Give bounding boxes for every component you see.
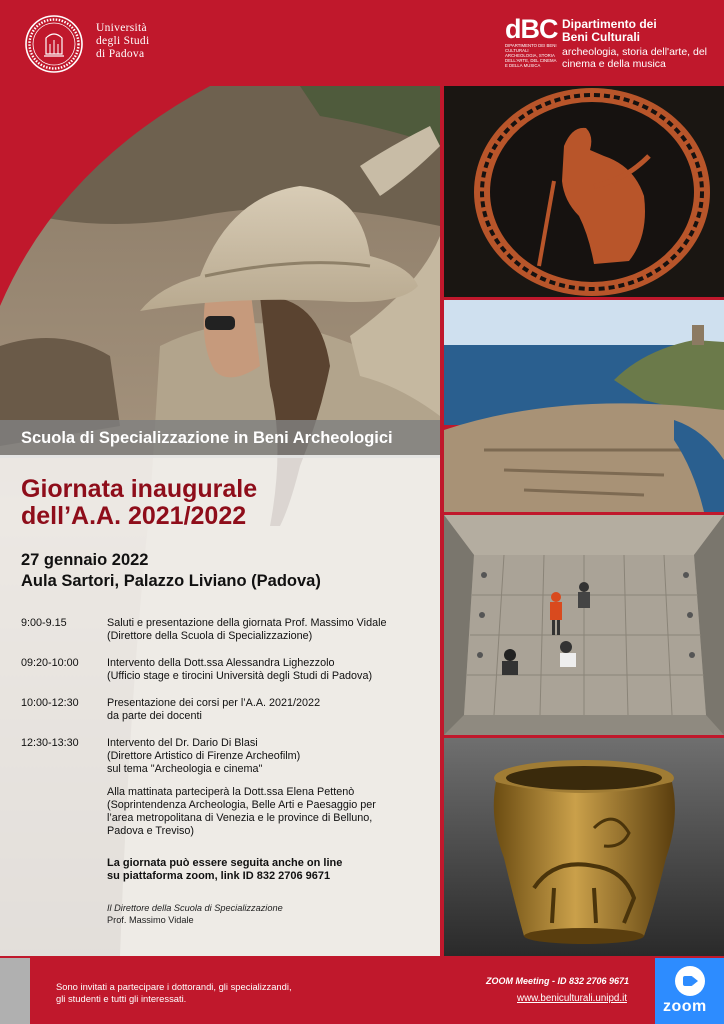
event-title xyxy=(21,476,421,530)
website-link[interactable]: www.beniculturali.unipd.it xyxy=(517,993,627,1004)
program-item xyxy=(21,617,426,643)
school-title: Scuola di Specializzazione in Beni Archeologici xyxy=(21,429,393,447)
program-line: (Direttore della Scuola di Specializzazione) xyxy=(107,630,313,642)
program-line: Padova e Treviso) xyxy=(107,825,195,837)
program-item xyxy=(21,657,426,683)
zoom-camera-lens xyxy=(693,977,698,985)
invitation-line2: gli studenti e tutti gli interessati. xyxy=(56,993,187,1004)
university-name xyxy=(96,22,149,61)
program-line: Saluti e presentazione della giornata Prof. Massimo Vidale xyxy=(107,617,387,629)
online-note xyxy=(107,857,407,883)
program-text xyxy=(107,657,426,683)
program-item xyxy=(21,786,426,838)
dbc-tiny-text: DIPARTIMENTO DEI BENI CULTURALI ARCHEOLOGIA, STORIA DELL'ARTE, DEL CINEMA E DELLA MUSICA xyxy=(505,43,557,68)
program-time: 12:30-13:30 xyxy=(21,737,79,749)
photo-bronze-vessel xyxy=(444,738,724,956)
department xyxy=(562,18,720,70)
director-role: Il Direttore della Scuola di Specializzazione xyxy=(107,903,283,913)
program-time: 09:20-10:00 xyxy=(21,657,79,669)
dbc-mark: dBC xyxy=(505,14,558,44)
university-seal-icon xyxy=(24,14,84,74)
program-line: (Soprintendenza Archeologia, Belle Arti e Paesaggio per xyxy=(107,799,376,811)
online-line1: La giornata può essere seguita anche on line xyxy=(107,857,343,869)
program-line: (Direttore Artistico di Firenze Archeofilm) xyxy=(107,750,301,762)
program-time: 9:00-9.15 xyxy=(21,617,67,629)
event-venue: Aula Sartori, Palazzo Liviano (Padova) xyxy=(21,572,321,590)
program xyxy=(21,617,426,852)
zoom-wordmark: zoom xyxy=(663,998,707,1015)
online-line2: su piattaforma zoom, link ID 832 2706 9671 xyxy=(107,870,331,882)
program-line: (Ufficio stage e tirocini Università degli Studi di Padova) xyxy=(107,670,373,682)
program-item xyxy=(21,737,426,776)
university-line2: degli Studi xyxy=(96,35,150,47)
program-line: Intervento del Dr. Dario Di Blasi xyxy=(107,737,258,749)
program-text xyxy=(107,786,426,838)
program-time: 10:00-12:30 xyxy=(21,697,79,709)
zoom-camera-body xyxy=(683,976,693,986)
director-name: Prof. Massimo Vidale xyxy=(107,915,194,925)
program-line: da parte dei docenti xyxy=(107,710,202,722)
zoom-logo xyxy=(655,958,724,1024)
invitation xyxy=(56,981,292,1005)
program-line: l’area metropolitana di Venezia e le province di Belluno, xyxy=(107,812,373,824)
program-text xyxy=(107,737,426,776)
event-date-venue xyxy=(21,550,321,592)
program-time xyxy=(21,786,107,838)
dept-name-line1: Dipartimento dei xyxy=(562,17,657,31)
university-line3: di Padova xyxy=(96,48,145,60)
dbc-logo xyxy=(505,16,557,68)
footer xyxy=(0,958,724,1024)
university-line1: Università xyxy=(96,22,147,34)
program-text xyxy=(107,617,426,643)
program-text xyxy=(107,697,426,723)
program-line: Alla mattinata parteciperà la Dott.ssa Elena Pettenò xyxy=(107,786,355,798)
photo-greek-vase xyxy=(444,86,724,297)
photo-excavated-room xyxy=(444,515,724,735)
event-date: 27 gennaio 2022 xyxy=(21,551,149,569)
zoom-camera-icon xyxy=(675,966,705,996)
director-signature xyxy=(107,902,283,926)
zoom-meeting-id: ZOOM Meeting - ID 832 2706 9671 xyxy=(486,976,630,986)
invitation-line1: Sono invitati a partecipare i dottorandi, gli specializzandi, xyxy=(56,981,292,992)
program-item xyxy=(21,697,426,723)
program-line: sul tema "Archeologia e cinema" xyxy=(107,763,263,775)
dept-name-line2: Beni Culturali xyxy=(562,30,641,44)
dept-subtitle: archeologia, storia dell'arte, del cinema e della musica xyxy=(562,46,708,70)
header xyxy=(0,0,724,86)
program-line: Presentazione dei corsi per l’A.A. 2021/2022 xyxy=(107,697,321,709)
program-line: Intervento della Dott.ssa Alessandra Lighezzolo xyxy=(107,657,335,669)
event-title-line1: Giornata inaugurale xyxy=(21,475,258,503)
photo-coastal-ruins xyxy=(444,300,724,512)
footer-stripe xyxy=(0,958,30,1024)
event-title-line2: dell’A.A. 2021/2022 xyxy=(21,502,247,530)
